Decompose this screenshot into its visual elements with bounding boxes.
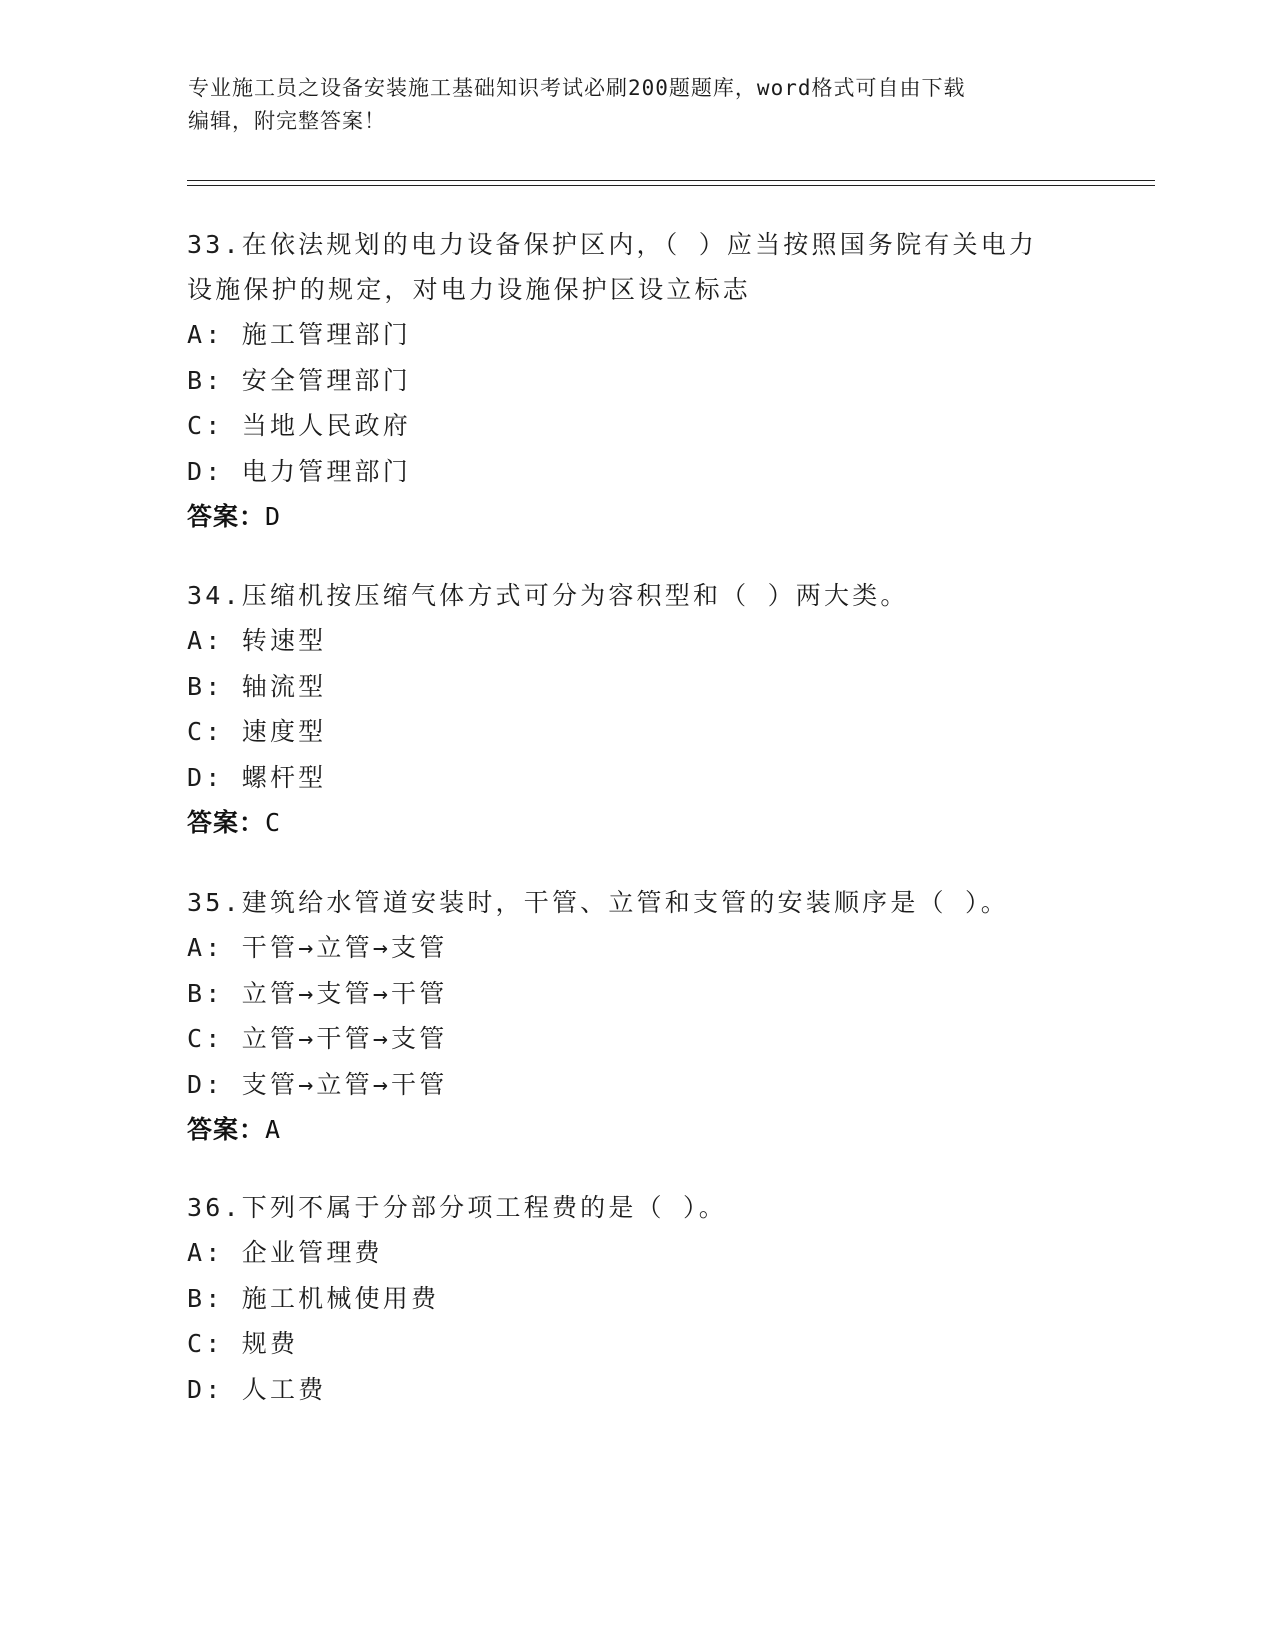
- option-b: B: 安全管理部门: [187, 365, 411, 395]
- header-divider-bottom: [187, 185, 1155, 186]
- header-line-1: 专业施工员之设备安装施工基础知识考试必刷200题题库，word格式可自由下载: [188, 76, 966, 100]
- question-stem: 35.建筑给水管道安装时，干管、立管和支管的安装顺序是（ ）。: [187, 888, 1009, 917]
- question-stem-continued: 设施保护的规定，对电力设施保护区设立标志: [187, 275, 752, 304]
- option-d: D: 电力管理部门: [187, 456, 411, 486]
- question-stem: 36.下列不属于分部分项工程费的是（ ）。: [187, 1193, 727, 1222]
- header-line-2: 编辑，附完整答案！: [188, 109, 386, 133]
- answer-label: 答案：: [187, 502, 266, 531]
- option-b: B: 施工机械使用费: [187, 1283, 440, 1313]
- question-stem: 33.在依法规划的电力设备保护区内，（ ）应当按照国务院有关电力: [187, 230, 1038, 259]
- question-34: [187, 573, 1087, 845]
- option-a: A: 转速型: [187, 626, 327, 655]
- option-c: C: 速度型: [187, 717, 327, 746]
- answer-line: [187, 800, 1087, 845]
- answer-value: A: [265, 1115, 282, 1144]
- option-d: D: 人工费: [187, 1374, 327, 1404]
- option-c: C: 立管→干管→支管: [187, 1024, 448, 1053]
- option-a: A: 干管→立管→支管: [187, 933, 448, 962]
- question-stem: 34.压缩机按压缩气体方式可分为容积型和（ ）两大类。: [187, 581, 909, 610]
- option-a: A: 企业管理费: [187, 1238, 383, 1267]
- question-36: [187, 1185, 1087, 1412]
- option-d: D: 支管→立管→干管: [187, 1069, 448, 1099]
- option-b: B: 轴流型: [187, 671, 327, 701]
- document-header: [188, 72, 1088, 138]
- option-a: A: 施工管理部门: [187, 320, 411, 349]
- answer-line: [187, 494, 1087, 539]
- answer-value: D: [265, 502, 282, 531]
- answer-label: 答案：: [187, 1115, 266, 1144]
- question-33: [187, 222, 1087, 539]
- option-d: D: 螺杆型: [187, 762, 327, 792]
- option-c: C: 当地人民政府: [187, 411, 411, 440]
- option-b: B: 立管→支管→干管: [187, 978, 448, 1008]
- answer-value: C: [265, 808, 282, 837]
- answer-line: [187, 1107, 1087, 1152]
- header-divider-top: [187, 180, 1155, 181]
- option-c: C: 规费: [187, 1329, 299, 1358]
- question-35: [187, 880, 1087, 1152]
- answer-label: 答案：: [187, 808, 266, 837]
